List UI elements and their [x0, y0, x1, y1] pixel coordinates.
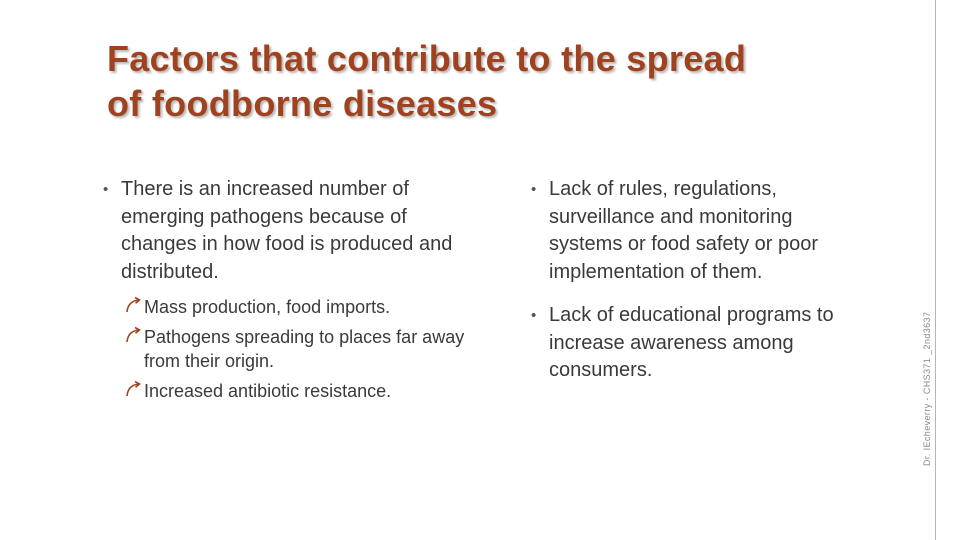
sub-item-text: Mass production, food imports. [144, 297, 391, 317]
footer-text: Dr. IEcheverry - CHS371 _2nd3637 [922, 311, 932, 466]
curved-arrow-icon [125, 380, 143, 398]
bullet-text: Lack of educational programs to increase awareness among consumers. [549, 304, 834, 381]
curved-arrow-icon [125, 326, 143, 344]
sub-item-text: Increased antibiotic resistance. [144, 381, 392, 401]
curved-arrow-icon [125, 296, 143, 314]
bullet-text: There is an increased number of emerging pathogens because of changes in how food is produced and distributed. [121, 178, 453, 283]
bullet-item [103, 176, 473, 286]
bullet-text: Lack of rules, regulations, surveillance and monitoring systems or food safety or poor implementation of them. [549, 178, 819, 283]
bullet-item [531, 302, 861, 385]
title-line-1: Factors that contribute to the spread [107, 38, 747, 79]
slide-title [107, 36, 887, 126]
sub-list [103, 295, 473, 403]
title-line-2: of foodborne diseases [107, 83, 498, 124]
sub-item [103, 295, 473, 319]
sub-item [103, 379, 473, 403]
bullet-item [531, 176, 861, 286]
sub-item-text: Pathogens spreading to places far away from their origin. [144, 327, 465, 371]
bullet-dot-icon: • [103, 181, 109, 198]
bullet-dot-icon: • [531, 307, 537, 324]
footer-divider [935, 0, 936, 540]
right-column [531, 176, 861, 385]
sub-item [103, 325, 473, 373]
bullet-dot-icon: • [531, 181, 537, 198]
left-column [103, 176, 473, 409]
